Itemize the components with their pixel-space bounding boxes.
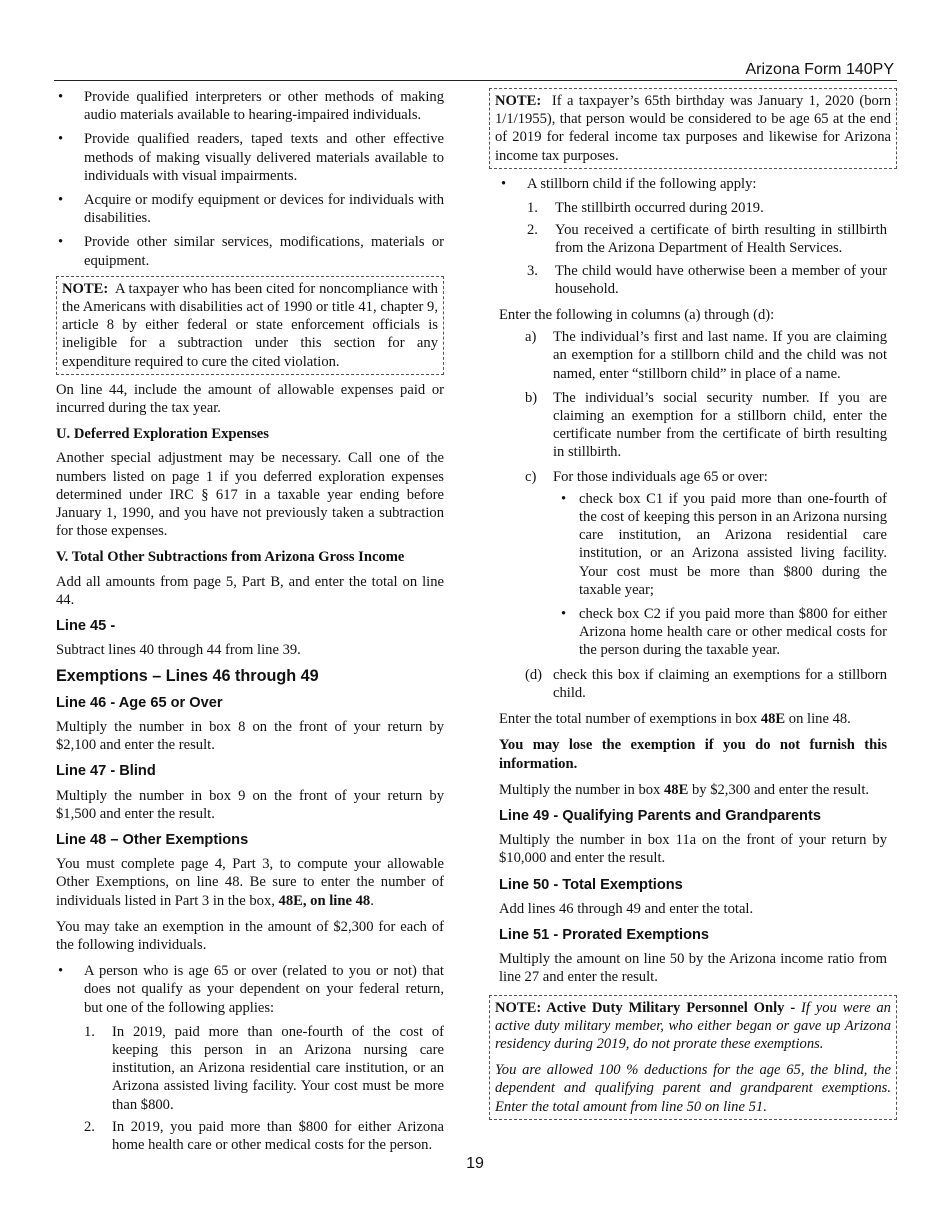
line48-text-post: . — [370, 892, 374, 909]
note-text: If a taxpayer’s 65th birthday was January 1, 2020 (born 1/1/1955), that person would be considered to be age 65 at the end of 2019 for federal income tax purposes and likewise for Arizona income tax purposes. — [495, 93, 892, 164]
line51-heading: Line 51 - Prorated Exemptions — [499, 926, 710, 943]
item-number: 2. — [527, 222, 538, 239]
multiply-post: by $2,300 and enter the result. — [688, 781, 870, 798]
item-text: check this box if claiming an exemptions for a stillborn child. — [553, 666, 887, 701]
stillborn-item-2 — [499, 221, 887, 257]
stillborn-item-3 — [499, 262, 887, 298]
line48-paragraph-2: You may take an exemption in the amount of $2,300 for each of the following individuals. — [56, 918, 444, 953]
line48-heading: Line 48 – Other Exemptions — [56, 831, 249, 848]
column-item-a — [499, 328, 887, 383]
total-pre: Enter the total number of exemptions in box — [499, 711, 761, 728]
column-item-b — [499, 389, 887, 462]
item-label: a) — [525, 329, 537, 346]
line46-heading: Line 46 - Age 65 or Over — [56, 694, 223, 711]
line44-paragraph: On line 44, include the amount of allowable expenses paid or incurred during the tax year. — [56, 381, 444, 417]
item-number: 1. — [527, 200, 538, 217]
line47-text: Multiply the number in box 9 on the front of your return by $1,500 and enter the result. — [56, 787, 444, 822]
left-column — [56, 88, 444, 1158]
column-item-d — [499, 666, 887, 702]
item-label: c) — [525, 468, 537, 485]
item-text: For those individuals age 65 or over: — [553, 468, 768, 485]
total-post: on line 48. — [785, 711, 851, 728]
item-text: In 2019, paid more than one-fourth of the cost of keeping this person in an Arizona nursing care institution, an Arizona residential care institution, or an Arizona assisted living facility. Your cost must be more than $800. — [112, 1023, 444, 1113]
bullet-equipment: • Acquire or modify equipment or devices for individuals with disabilities. — [56, 191, 444, 227]
line49-heading: Line 49 - Qualifying Parents and Grandparents — [499, 807, 821, 824]
item-text: The individual’s social security number. If you are claiming an exemption for a stillborn child, enter the certificate number from the certificate of birth resulting in stillbirth. — [553, 389, 887, 461]
section-v-text: Add all amounts from page 5, Part B, and enter the total on line 44. — [56, 573, 444, 608]
bullet-other-services: • Provide other similar services, modifications, materials or equipment. — [56, 233, 444, 269]
item-text: The individual’s first and last name. If you are claiming an exemption for a stillborn child and the child was not named, enter “stillborn child” in place of a name. — [553, 329, 887, 382]
note-noncompliance — [56, 276, 444, 375]
line45-text: Subtract lines 40 through 44 from line 39. — [56, 642, 301, 659]
bullet-interpreters: • Provide qualified interpreters or other methods of making audio materials available to hearing-impaired individuals. — [56, 88, 444, 124]
form-title: Arizona Form 140PY — [745, 61, 894, 78]
item-number: 1. — [84, 1023, 95, 1040]
multiply-text — [499, 781, 887, 799]
item-text: The stillbirth occurred during 2019. — [555, 200, 764, 217]
note-label: NOTE: — [62, 280, 109, 297]
line47-heading: Line 47 - Blind — [56, 763, 156, 780]
section-v-heading: V. Total Other Subtractions from Arizona Gross Income — [56, 549, 405, 566]
note-birthday — [489, 88, 897, 169]
item-text: In 2019, you paid more than $800 for either Arizona home health care or other medical costs for the person. — [112, 1118, 444, 1153]
column-item-c — [499, 468, 887, 660]
section-u-heading: U. Deferred Exploration Expenses — [56, 426, 269, 443]
page-number: 19 — [466, 1155, 484, 1172]
bullet-person-65: • A person who is age 65 or over (related to you or not) that does not qualify as your dependent on your federal return, but one of the following applies: — [56, 962, 444, 1017]
line46-text: Multiply the number in box 8 on the front of your return by $2,100 and enter the result. — [56, 718, 444, 754]
item-number: 3. — [527, 262, 538, 279]
item-label: b) — [525, 389, 538, 406]
line50-heading: Line 50 - Total Exemptions — [499, 876, 683, 893]
line48-text — [56, 855, 444, 910]
line49-text: Multiply the number in box 11a on the front of your return by $10,000 and enter the result. — [499, 832, 887, 867]
warning-text — [499, 736, 887, 772]
line50-text: Add lines 46 through 49 and enter the total. — [499, 900, 754, 917]
line48-text-pre: You must complete page 4, Part 3, to compute your allowable Other Exemptions, on line 48. Be sure to enter the number of individuals listed in Part 3 in the box, — [56, 856, 444, 909]
bullet-readers: • Provide qualified readers, taped texts and other effective methods of making visually delivered materials available to individuals with visual impairments. — [56, 130, 444, 185]
person-item-1 — [56, 1023, 444, 1114]
header-rule — [54, 80, 897, 81]
item-label: (d) — [525, 666, 543, 683]
stillborn-item-1 — [499, 199, 887, 217]
item-number: 2. — [84, 1118, 95, 1135]
c-bullet-c1: • check box C1 if you paid more than one-fourth of the cost of keeping this person in an Arizona nursing care institution, an Arizona residential care institution, or an Arizona assisted living facility. Your cost must be more than $800 during the taxable year; — [553, 490, 887, 599]
total-exemptions-text — [499, 710, 887, 728]
c-bullet-c2: • check box C2 if you paid more than $800 for either Arizona home health care or other medical costs for the person during the taxable year. — [553, 605, 887, 660]
warning-bold: You may lose the exemption if you do not furnish this information. — [499, 737, 887, 772]
note-label: NOTE: — [495, 93, 542, 109]
note-text: A taxpayer who has been cited for noncompliance with the Americans with disabilities act of 1990 or title 41, chapter 9, article 8 by either federal or state enforcement officials is ineligible for a subtraction under this section for any expenditure required to cure the cited violation. — [62, 280, 438, 370]
note-italic-1: If you were an active duty military member, who either began or gave up Arizona residency during 2019, do not prorate these exemptions. — [495, 999, 891, 1052]
note-label: NOTE: Active Duty Military Personnel Only - — [495, 999, 802, 1016]
item-text: The child would have otherwise been a member of your household. — [555, 262, 887, 297]
line45-heading: Line 45 - — [56, 618, 116, 635]
section-u-text: Another special adjustment may be necessary. Call one of the numbers listed on page 1 if you deferred exploration expenses determined under IRC § 617 in a taxable year ending before January 1, 1990, and you have not previously taken a subtraction for those expenses. — [56, 450, 444, 540]
total-bold: 48E — [760, 711, 786, 728]
item-text: You received a certificate of birth resulting in stillbirth from the Arizona Department of Health Services. — [555, 222, 887, 257]
line51-text: Multiply the amount on line 50 by the Arizona income ratio from line 27 and enter the result. — [499, 951, 887, 986]
note-italic-2: You are allowed 100 % deductions for the age 65, the blind, the dependent and qualifying parent and grandparent exemptions. Enter the total amount from line 50 on line 51. — [495, 1062, 891, 1115]
c-bullet-list — [553, 490, 887, 660]
person-item-2 — [56, 1118, 444, 1154]
multiply-pre: Multiply the number in box — [499, 781, 664, 798]
right-column — [495, 88, 892, 1126]
note-military — [489, 995, 897, 1120]
line48-text-bold: 48E, on line 48 — [278, 892, 371, 909]
multiply-bold: 48E — [663, 781, 689, 798]
columns-intro: Enter the following in columns (a) through (d): — [499, 307, 775, 324]
bullet-stillborn: • A stillborn child if the following apply: — [499, 175, 887, 193]
exemptions-heading: Exemptions – Lines 46 through 49 — [56, 667, 319, 686]
